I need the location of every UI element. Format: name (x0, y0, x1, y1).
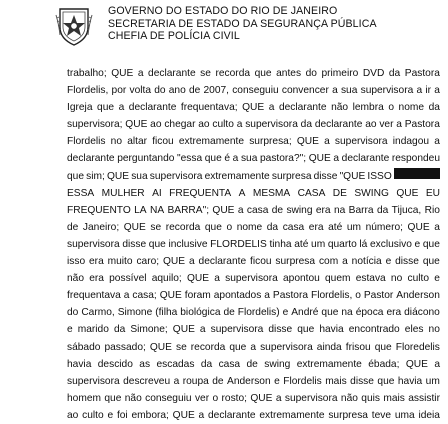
body-line: e marido da Simone; QUE a supervisora disse que havia encontrado eles no (67, 324, 440, 336)
redaction-bar (394, 168, 440, 179)
coat-of-arms-seal (54, 5, 94, 47)
body-line: de Janeiro; QUE se recorda que o nome da casa era até um número; QUE a (67, 221, 440, 233)
body-line: ao culto e foi embora; QUE a declarante extremamente surpresa teve uma ideia (67, 409, 440, 421)
body-line: não era possível aquilo; QUE a supervisora apontou quem estava no culto e (67, 273, 440, 285)
document-header (108, 5, 377, 43)
body-line: do Carmo, Simone (filha biológica de Flordelis) e André que na época era diácono (67, 307, 440, 319)
body-line: homem que não conseguiu ver o rosto; QUE a supervisora não quis mais assistir (67, 392, 440, 404)
body-line: supervisora; QUE ao chegar ao culto a supervisora da declarante ao ver a Pastora (67, 119, 440, 131)
body-line: frequentava a casa; QUE foram apontados a Pastora Flordelis, o Pastor Anderson (67, 290, 440, 302)
body-line: declarante perguntando "essa que é a sua pastora?"; QUE a declarante respondeu (67, 153, 440, 165)
body-line: havia descido as escadas da casa de swing extremamente ébada; QUE a (67, 358, 440, 370)
body-line: sábado passado; QUE se recorda que a supervisora ainda frisou que Floredelis (67, 341, 440, 353)
header-line-secretariat: SECRETARIA DE ESTADO DA SEGURANÇA PÚBLICA (108, 17, 377, 30)
body-line: FREQUENTO LA NA BARRA"; QUE a casa de swing era na Barra da Tijuca, Rio (67, 204, 440, 216)
body-line: que sim; QUE sua supervisora extremamente surpresa disse "QUE ISSO (67, 168, 440, 185)
body-line: Flordelis no altar ficou extremamente surpresa; QUE a supervisora indagou a (67, 136, 440, 148)
body-line: Flordelis, por volta do ano de 2007, conseguiu convencer a sua supervisora a ir a (67, 85, 440, 97)
body-line: Igreja que a declarante frequentava; QUE a declarante não lembra o nome da (67, 102, 440, 114)
body-line: trabalho; QUE a declarante se recorda que antes do primeiro DVD da Pastora (67, 68, 440, 79)
body-line: ESSA MULHER AI FREQUENTA A MESMA CASA DE SWING QUE EU (67, 187, 440, 199)
header-line-government: GOVERNO DO ESTADO DO RIO DE JANEIRO (108, 5, 338, 17)
document-body (67, 65, 440, 424)
header-line-police-chief: CHEFIA DE POLÍCIA CIVIL (108, 30, 240, 43)
body-line: supervisora disse que inclusive FLORDELIS tinha até um quarto lá exclusivo e que (67, 238, 440, 250)
body-line: isso era muito caro; QUE a declarante ficou surpresa com a notícia e disse que (67, 256, 440, 268)
body-line: supervisora descreveu a roupa de Anderson e Flordelis mais disse que havia um (67, 375, 440, 387)
